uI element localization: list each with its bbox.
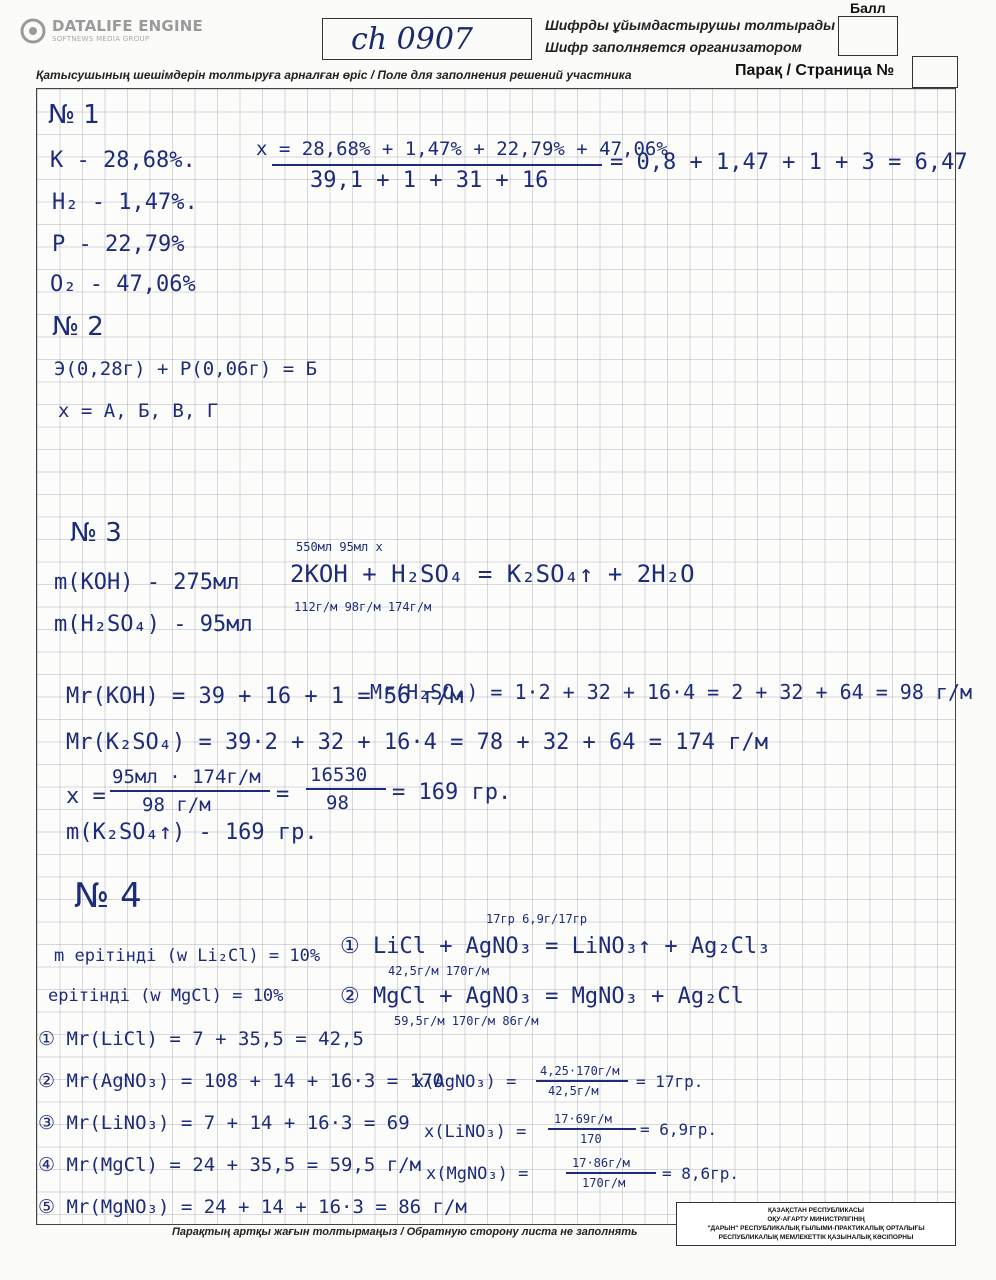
p4-x1-bar (536, 1080, 628, 1082)
problem-1-number: № 1 (48, 100, 100, 130)
score-label: Балл (850, 0, 886, 16)
p1-hydrogen: H₂ - 1,47%. (52, 190, 198, 215)
p1-formula-numerator: x = 28,68% + 1,47% + 22,79% + 47,06% (256, 138, 668, 160)
p3-eq-bottom: 112г/м 98г/м 174г/м (294, 600, 432, 614)
problem-4-number: № 4 (74, 876, 142, 916)
p3-equation: 2KOH + H₂SO₄ = K₂SO₄↑ + 2H₂O (290, 560, 695, 588)
p4-x3-lhs: x(MgNO₃) = (426, 1164, 529, 1184)
p4-x1-denominator: 42,5г/м (548, 1084, 599, 1098)
p4-x1-numerator: 4,25·170г/м (540, 1064, 620, 1078)
p3-koh: m(KOH) - 275мл (54, 570, 240, 595)
stamp-line-1: ҚАЗАҚСТАН РЕСПУБЛИКАСЫ (767, 1207, 865, 1214)
page-label: Парақ / Страница № (735, 62, 895, 79)
p4-x2-result: = 6,9гр. (640, 1120, 718, 1139)
page-number-box (912, 56, 958, 88)
p4-x2-lhs: x(LiNO₃) = (424, 1122, 527, 1142)
watermark (20, 18, 203, 44)
p3-x-lhs: x = (66, 784, 106, 809)
p2-line1: Э(0,28г) + Р(0,06г) = Б (54, 358, 318, 380)
p4-solution-mgcl: ерітінді (w MgCl) = 10% (48, 986, 284, 1006)
p1-potassium: K - 28,68%. (50, 148, 196, 173)
problem-2-number: № 2 (52, 312, 104, 342)
organizer-stamp (676, 1202, 956, 1246)
p4-mr-mgcl: ④ Mr(MgCl) = 24 + 35,5 = 59,5 г/м (38, 1154, 422, 1176)
p3-x-numerator: 95мл · 174г/м (112, 766, 261, 788)
p4-x3-denominator: 170г/м (582, 1176, 626, 1190)
p2-line2: x = А, Б, В, Г (58, 400, 219, 422)
p3-mr-koh: Mr(KOH) = 39 + 16 + 1 = 56 г/м (66, 684, 464, 709)
p3-mr-k2so4: Mr(K₂SO₄) = 39·2 + 32 + 16·4 = 78 + 32 + 64 = 174 г/м (66, 730, 768, 755)
stamp-line-4: РЕСПУБЛИКАЛЫҚ МЕМЛЕКЕТТІК ҚАЗЫНАЛЫҚ КӘСІПОРНЫ (718, 1234, 914, 1241)
p4-x1-lhs: x(AgNO₃) = (414, 1072, 517, 1092)
p3-h2so4: m(H₂SO₄) - 95мл (54, 612, 253, 637)
p4-equation-1: ① LiCl + AgNO₃ = LiNO₃↑ + Ag₂Cl₃ (340, 934, 771, 959)
p3-x-fraction-bar (110, 790, 270, 792)
p4-eq1-bottom: 42,5г/м 170г/м (388, 964, 490, 978)
p4-equation-2: ② MgCl + AgNO₃ = MgNO₃ + Ag₂Cl (340, 984, 744, 1009)
p4-mr-agno3: ② Mr(AgNO₃) = 108 + 14 + 16·3 = 170 (38, 1070, 444, 1092)
p3-equals-sign: = (276, 782, 290, 807)
p1-formula-denominator: 39,1 + 1 + 31 + 16 (310, 168, 549, 193)
p1-oxygen: O₂ - 47,06% (50, 272, 196, 297)
problem-3-number: № 3 (70, 518, 122, 548)
p3-x-denominator: 98 г/м (142, 794, 211, 816)
field-label: Қатысушының шешімдерін толтыруға арналған өріс / Поле для заполнения решений участника (36, 68, 632, 82)
p3-x-frac2-numerator: 16530 (310, 764, 368, 786)
p4-eq2-bottom: 59,5г/м 170г/м 86г/м (394, 1014, 539, 1028)
p4-x3-numerator: 17·86г/м (572, 1156, 630, 1170)
p4-x2-bar (548, 1128, 636, 1130)
cipher-code-box: ch 0907 (322, 18, 532, 60)
p4-x3-bar (566, 1172, 656, 1174)
cipher-note-kz: Шифрды ұйымдастырушы толтырады (545, 17, 836, 33)
p4-x3-result: = 8,6гр. (662, 1164, 740, 1183)
cipher-note-ru: Шифр заполняется организатором (545, 39, 802, 55)
datalife-logo-icon (20, 18, 46, 44)
p4-mr-mgno3: ⑤ Mr(MgNO₃) = 24 + 14 + 16·3 = 86 г/м (38, 1196, 467, 1218)
p1-phosphorus: P - 22,79% (52, 232, 185, 257)
watermark-title: DATALIFE ENGINE (52, 17, 203, 35)
p4-x1-result: = 17гр. (636, 1072, 704, 1091)
p3-eq-top: 550мл 95мл x (296, 540, 383, 554)
p4-eq1-top: 17гр 6,9г/17гр (486, 912, 588, 926)
p4-x2-denominator: 170 (580, 1132, 602, 1146)
stamp-line-2: ОҚУ-АҒАРТУ МИНИСТРЛІГІНІҢ (767, 1216, 865, 1223)
p1-formula-result: = 0,8 + 1,47 + 1 + 3 = 6,47 (610, 150, 968, 175)
p4-mr-lino3: ③ Mr(LiNO₃) = 7 + 14 + 16·3 = 69 (38, 1112, 410, 1134)
p3-final-mass: m(K₂SO₄↑) - 169 гр. (66, 820, 318, 845)
p4-x2-numerator: 17·69г/м (554, 1112, 612, 1126)
watermark-subtitle: SOFTNEWS MEDIA GROUP (52, 35, 150, 43)
stamp-line-3: "ДАРЫН" РЕСПУБЛИКАЛЫҚ ҒЫЛЫМИ-ПРАКТИКАЛЫҚ ОРТАЛЫҒЫ (707, 1225, 925, 1232)
solution-grid (36, 88, 956, 1225)
p4-solution-licl: m ерітінді (w Li₂Cl) = 10% (54, 946, 321, 966)
p1-fraction-bar (272, 164, 602, 166)
footer-note: Парақтың артқы жағын толтырмаңыз / Обратную сторону листа не заполнять (172, 1226, 638, 1238)
score-box (838, 16, 898, 56)
p4-mr-licl: ① Mr(LiCl) = 7 + 35,5 = 42,5 (38, 1028, 364, 1050)
p3-mr-h2so4: Mr(H₂SO₄) = 1·2 + 32 + 16·4 = 2 + 32 + 64 = 98 г/м (370, 680, 973, 704)
p3-x-frac2-bar (306, 788, 386, 790)
cipher-note (545, 14, 835, 58)
p3-x-frac2-denominator: 98 (326, 792, 349, 814)
p3-x-result: = 169 гр. (392, 780, 512, 805)
